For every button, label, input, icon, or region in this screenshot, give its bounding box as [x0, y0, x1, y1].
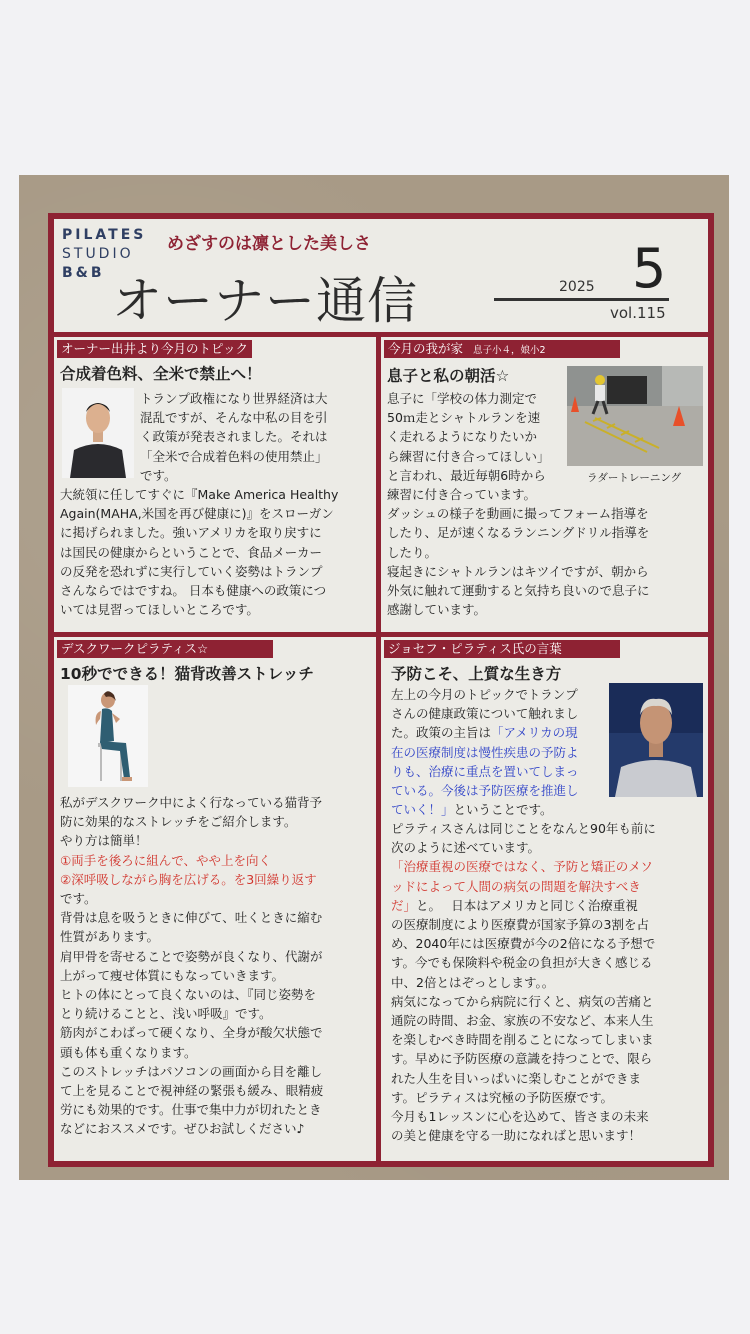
pilates-quote: 「治療重視の医療ではなく、予防と矯正のメソ: [391, 859, 653, 875]
family-headline: 息子と私の朝活☆: [387, 367, 510, 385]
joseph-line: の美と健康を守る一助になればと思います！: [391, 1128, 642, 1144]
desk-body-line: とり続けることと、浅い呼吸』です。: [60, 1006, 272, 1022]
logo-line-2: STUDIO: [62, 246, 134, 262]
topic-intro-line: です。: [140, 467, 177, 483]
issue-volume: vol.115: [610, 304, 666, 322]
policy-quote: ている。今後は予防医療を推進し: [391, 783, 579, 799]
topic-body: [60, 485, 338, 619]
family-tag-note: 息子小４，娘小2: [473, 345, 546, 356]
policy-quote: 「アメリカの現: [491, 725, 578, 741]
joseph-line: 中、2倍とはぞっとします。。: [391, 974, 555, 990]
desk-body-line: 肩甲骨を寄せることで姿勢が良くなり、代謝が: [60, 948, 323, 964]
joseph-text: ということです。: [453, 802, 553, 818]
joseph-pilates-photo: [609, 683, 703, 797]
newsletter-header: [54, 219, 708, 332]
topic-intro: [140, 389, 328, 485]
family-section: [381, 337, 708, 632]
pilates-quote: ッドによって人間の病気の問題を解決すべき: [391, 878, 641, 894]
family-intro: [387, 389, 550, 485]
topic-body-line: さんならではですね。 日本も健康への政策につ: [60, 583, 327, 599]
policy-quote: ていく！」: [391, 802, 454, 818]
family-body-line: したり、足が速くなるランニングドリル指導を: [387, 525, 650, 541]
topic-intro-line: トランプ政権になり世界経済は大: [140, 391, 328, 406]
policy-quote: りも、治療に重点を置いてしまっ: [391, 763, 579, 779]
family-body-line: ダッシュの様子を動画に撮ってフォーム指導を: [387, 506, 649, 522]
joseph-line: す。ピラティスは究極の予防医療です。: [391, 1089, 614, 1105]
topic-intro-line: 「全米で合成着色料の使用禁止」: [140, 448, 328, 464]
family-body: [387, 485, 650, 619]
topic-body-line: いては見習ってほしいところです。: [60, 602, 259, 618]
ladder-training-photo: [567, 366, 703, 466]
pilates-quote: だ」: [391, 897, 417, 913]
page-title: オーナー通信: [112, 272, 418, 330]
desk-headline: 10秒でできる！猫背改善ストレッチ: [60, 665, 314, 683]
joseph-line: れた人生を目いっぱいに楽しむことができま: [391, 1070, 642, 1086]
joseph-line: め、2040年には医療費が今の2倍になる予想で: [391, 936, 656, 952]
family-intro-line: 50ｍ走とシャトルランを速: [387, 410, 541, 426]
step-2: ②深呼吸しながら胸を広げる。を3回繰り返す: [60, 871, 317, 887]
family-intro-line: と言われ、最近毎朝6時から: [387, 467, 546, 483]
topic-body-line: Again(MAHA,米国を再び健康に)』をスローガン: [60, 506, 334, 522]
joseph-body-continued: [391, 819, 707, 1145]
joseph-line: 通院の時間、お金、家族の不安など、本来人生: [391, 1013, 654, 1029]
tagline: めざすのは凛とした美しさ: [167, 234, 371, 254]
topic-intro-line: 混乱ですが、そんな中私の目を引: [140, 410, 328, 426]
joseph-line: 病気になってから病院に行くと、病気の苦痛と: [391, 993, 654, 1009]
family-body-line: 練習に付き合っています。: [387, 487, 537, 502]
desk-body-line: このストレッチはパソコンの画面から目を離し: [60, 1063, 323, 1079]
desk-body-line: 筋肉がこわばって硬くなり、全身が酸欠状態で: [60, 1025, 323, 1041]
desk-body-line: 性質があります。: [60, 929, 160, 945]
logo-line-1: PILATES: [62, 227, 147, 243]
desk-body-line: やり方は簡単！: [60, 833, 148, 849]
desk-body-line: 頭も体も重くなります。: [60, 1044, 197, 1060]
family-intro-line: く走れるようになりたいか: [387, 429, 538, 445]
photo-caption: ラダートレーニング: [587, 472, 682, 484]
joseph-headline: 予防こそ、上質な生き方: [391, 665, 562, 683]
joseph-line: を楽しむべき時間を削ることになってしまいま: [391, 1032, 654, 1048]
joseph-tag: ジョセフ・ピラティス氏の言葉: [384, 640, 620, 658]
desk-body-line: 防に効果的なストレッチをご紹介します。: [60, 814, 297, 830]
joseph-text: た。政策の主旨は: [391, 725, 492, 741]
family-body-line: したり。: [387, 544, 438, 560]
joseph-line: [391, 896, 707, 915]
desk-body-line: 背骨は息を吸うときに伸びて、吐くときに縮む: [60, 910, 323, 926]
topic-intro-line: く政策が発表されました。それは: [140, 429, 328, 445]
joseph-pilates-section: [381, 637, 708, 1161]
joseph-line: ピラティスさんは同じことをなんと90年も前に: [391, 821, 656, 836]
joseph-text: と。 日本はアメリカと同じく治療重視: [416, 897, 638, 913]
joseph-line: さんの健康政策について触れまし: [391, 706, 579, 722]
joseph-line: [391, 723, 579, 742]
desk-body-line: です。: [60, 891, 97, 907]
joseph-line: す。今でも保険料や税金の負担が大きく感じる: [391, 955, 653, 971]
joseph-line: 次のように述べています。: [391, 840, 541, 856]
desk-body-line: 労にも効果的です。仕事で集中力が切れたとき: [60, 1102, 322, 1118]
issue-month: 5: [632, 237, 667, 300]
family-tag: [384, 340, 620, 358]
policy-quote: 在の医療制度は慢性疾患の予防よ: [391, 744, 579, 760]
joseph-body: [391, 685, 579, 819]
joseph-line: 今月も1レッスンに心を込めて、皆さまの未来: [391, 1109, 649, 1125]
joseph-line: す。早めに予防医療の意識を持つことで、限ら: [391, 1051, 653, 1067]
family-tag-label: 今月の我が家: [388, 341, 464, 356]
topic-body-line: 大統領に任してすぐに『Make America Healthy: [60, 487, 339, 502]
topic-headline: 合成着色料、全米で禁止へ！: [60, 365, 262, 383]
joseph-line: の医療制度により医療費が国家予算の3割を占: [391, 917, 649, 933]
issue-year: 2025: [559, 279, 595, 295]
family-body-line: 外気に触れて運動すると気持ち良いので息子に: [387, 583, 650, 599]
desk-body-line: などにおススメです。ぜひお試しください♪: [60, 1121, 305, 1137]
topic-body-line: は国民の健康からということで、食品メーカー: [60, 544, 323, 560]
desk-body-line: ヒトの体にとって良くないのは、『同じ姿勢を: [60, 987, 317, 1003]
stretch-photo: [68, 685, 148, 787]
logo-line-3: B&B: [62, 265, 105, 281]
joseph-line: [391, 800, 579, 819]
family-intro-line: 息子に「学校の体力測定で: [387, 391, 538, 406]
desk-body-line: て上を見ることで視神経の緊張も緩み、眼精疲: [60, 1083, 324, 1099]
topic-section: [54, 337, 376, 632]
desk-tag: デスクワークピラティス☆: [57, 640, 273, 658]
family-body-line: 寝起きにシャトルランはキツイですが、朝から: [387, 563, 649, 579]
joseph-line: 左上の今月のトピックでトランプ: [391, 687, 578, 702]
family-intro-line: ら練習に付き合ってほしい」: [387, 448, 550, 464]
owner-photo: [62, 388, 134, 478]
family-body-line: 感謝しています。: [387, 602, 487, 618]
step-1: ①両手を後ろに組んで、やや上を向く: [60, 852, 271, 868]
topic-tag: オーナー出井より今月のトピック: [57, 340, 252, 358]
topic-body-line: の反発を恐れずに実行していく姿勢はトランプ: [60, 563, 323, 579]
desk-body-before: [60, 793, 323, 1139]
desk-pilates-section: [54, 637, 376, 1161]
desk-body-line: 上がって痩せ体質にもなっていきます。: [60, 967, 285, 983]
desk-body-line: 私がデスクワーク中によく行なっている猫背予: [60, 795, 323, 810]
topic-body-line: に掲げられました。強いアメリカを取り戻すに: [60, 525, 322, 541]
